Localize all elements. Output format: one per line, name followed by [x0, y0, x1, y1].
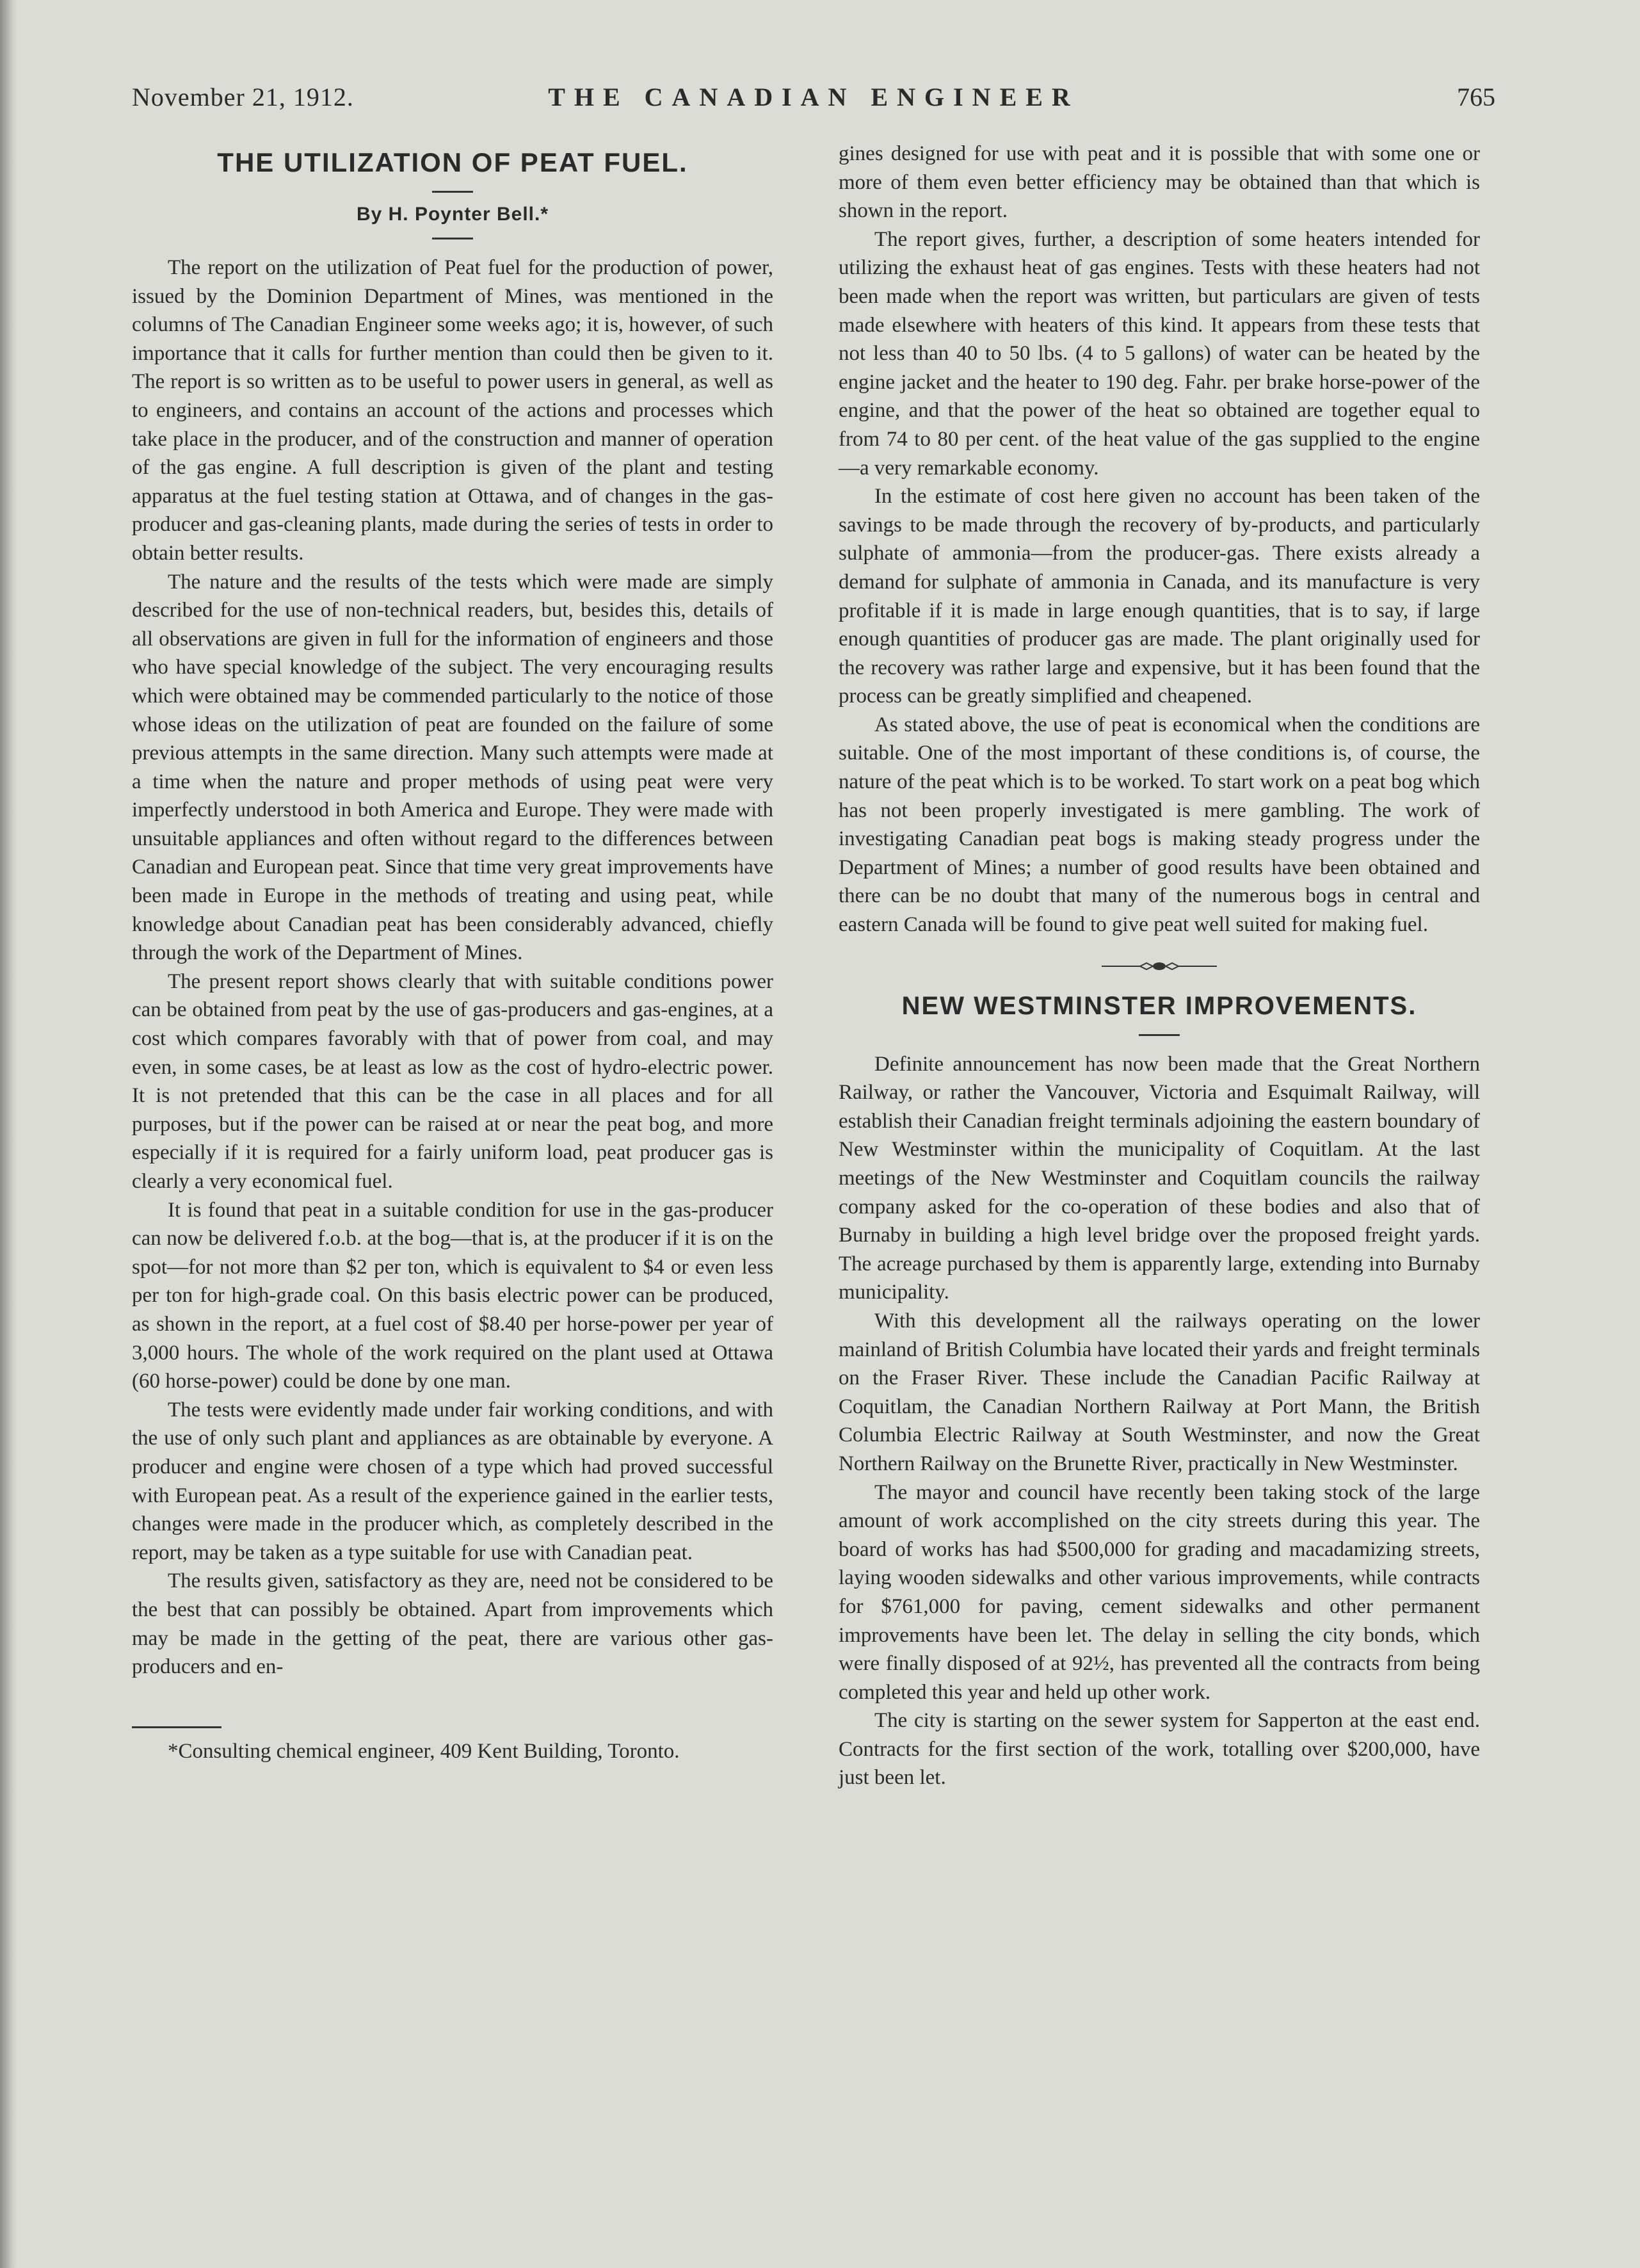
paragraph: Definite announcement has now been made that the Great Northern Railway, or rather the Vancouver, Victoria and Esquimalt Railway, will establish their Canadian freight terminals adjoining the eastern boundary of New Westminster within the municipality of Coquitlam. At the last meetings of the New Westminster and Coquitlam councils the railway company asked for the co-operation of these bodies and also that of Burnaby in building a high level bridge over the proposed freight yards. The acreage purchased by them is apparently large, extending into Burnaby municipality.	[839, 1052, 1480, 1304]
paragraph: In the estimate of cost here given no account has been taken of the savings to be made through the recovery of by-products, and particularly sulphate of ammonia—from the producer-gas. There exists already a demand for sulphate of ammonia in Canada, and its manufacture is very profitable if it is made in large enough quantities, that is to say, if large enough quantities of producer gas are made. The plant originally used for the recovery was rather large and expensive, but it has been found that the process can be greatly simplified and cheapened.	[839, 485, 1480, 708]
paragraph: As stated above, the use of peat is economical when the conditions are suitable. One of the most important of these conditions is, of course, the nature of the peat which is to be worked. To start work on a peat bog which has not been properly investigated is mere gambling. The work of investigating Canadian peat bogs is making steady progress under the Department of Mines; a number of good results have been obtained and there can be no doubt that many of the numerous bogs in central and eastern Canada will be found to give peat well suited for making fuel.	[839, 713, 1480, 937]
paragraph-continued: gines designed for use with peat and it is possible that with some one or more of them even better efficiency may be obtained than that which is shown in the report.	[839, 142, 1480, 223]
issue-date: November 21, 1912.	[132, 83, 354, 111]
title-rule	[432, 191, 473, 193]
page-number: 765	[1457, 83, 1495, 111]
paragraph: With this development all the railways operating on the lower mainland of British Columbia have located their yards and freight terminals on the Fraser River. These include the Canadian Pacific Railway at Coquitlam, the Canadian Northern Railway at Port Mann, the British Columbia Electric Railway at South Westminster, and now the Great Northern Railway on the Brunette River, practically in New Westminster.	[839, 1309, 1480, 1475]
paragraph: The report on the utilization of Peat fuel for the production of power, issued by the Dominion Department of Mines, was mentioned in the columns of The Canadian Engineer some weeks ago; it is, however, of such importance that it calls for further mention than could then be given to it. The report is so written as to be useful to power users in general, as well as to engineers, and contains an account of the actions and processes which take place in the producer, and of the construction and manner of operation of the gas engine. A full description is given of the plant and testing apparatus at the fuel testing station at Ottawa, and of changes in the gas-producer and gas-cleaning plants, made during the series of tests in order to obtain better results.	[132, 256, 773, 565]
page-binding-edge	[0, 0, 17, 2268]
article-title-peat-fuel: THE UTILIZATION OF PEAT FUEL.	[217, 147, 688, 177]
footnote: *Consulting chemical engineer, 409 Kent Building, Toronto.	[168, 1739, 680, 1763]
paragraph: The report gives, further, a description of some heaters intended for utilizing the exhaust heat of gas engines. Tests with these heaters had not been made when the report was written, but particulars are given of tests made elsewhere with heaters of this kind. It appears from these tests that not less than 40 to 50 lbs. (4 to 5 gallons) of water can be heated by the engine jacket and the heater to 190 deg. Fahr. per brake horse-power of the engine, and that the power of the heat so obtained are together equal to from 74 to 80 per cent. of the heat value of the gas supplied to the engine —a very remarkable economy.	[839, 227, 1480, 480]
article-title-new-westminster: NEW WESTMINSTER IMPROVEMENTS.	[901, 991, 1417, 1020]
article-byline: By H. Poynter Bell.*	[356, 204, 549, 225]
left-column	[132, 140, 773, 1765]
paragraph: The mayor and council have recently been taking stock of the large amount of work accomplished on the city streets during this year. The board of works has had $500,000 for grading and macadamizing streets, laying wooden sidewalks and other various improvements, while contracts for $761,000 for paving, cement sidewalks and other permanent improvements have been let. The delay in selling the city bonds, which were finally disposed of at 92½, has prevented all the contracts from being completed this year and held up other work.	[839, 1480, 1480, 1704]
paragraph: The nature and the results of the tests which were made are simply described for the use of non-technical readers, but, besides this, details of all observations are given in full for the information of engineers and those who have special knowledge of the subject. The very encouraging results which were obtained may be commended particularly to the notice of those whose ideas on the utilization of peat are founded on the failure of some previous attempts in the same direction. Many such attempts were made at a time when the nature and proper methods of using peat were very imperfectly understood in both America and Europe. They were made with unsuitable appliances and often without regard to the differences between Canadian and European peat. Since that time very great improvements have been made in Europe in the methods of treating and using peat, while knowledge about Canadian peat has been considerably advanced, chiefly through the work of the Department of Mines.	[132, 570, 773, 965]
paragraph: It is found that peat in a suitable condition for use in the gas-producer can now be delivered f.o.b. at the bog—that is, at the producer if it is on the spot—for not more than $2 per ton, which is equivalent to $4 or even less per ton for high-grade coal. On this basis electric power can be produced, as shown in the report, at a fuel cost of $8.40 per horse-power per year of 3,000 hours. The whole of the work required on the plant used at Ottawa (60 horse-power) could be done by one man.	[132, 1198, 773, 1393]
paragraph: The present report shows clearly that with suitable conditions power can be obtained from peat by the use of gas-producers and gas-engines, at a cost which compares favorably with that of power from coal, and may even, in some cases, be at least as low as the cost of hydro-electric power. It is not pretended that this can be the case in all places and for all purposes, but if the power can be raised at or near the peat bog, and more especially if it is required for a fairly uniform load, peat producer gas is clearly a very economical fuel.	[132, 969, 773, 1193]
section-divider-ornament	[839, 959, 1480, 978]
masthead: THE CANADIAN ENGINEER	[548, 83, 1079, 111]
paragraph: The city is starting on the sewer system for Sapperton at the east end. Contracts for the first section of the work, totalling over $200,000, have just been let.	[839, 1709, 1480, 1790]
ornament-icon	[1102, 959, 1217, 974]
page-header	[132, 82, 1495, 120]
paragraph: The results given, satisfactory as they are, need not be considered to be the best that can possibly be obtained. Apart from improvements which may be made in the getting of the peat, there are various other gas-producers and en-	[132, 1569, 773, 1679]
right-column	[839, 140, 1480, 1792]
footnote-rule	[132, 1726, 221, 1728]
paragraph: The tests were evidently made under fair working conditions, and with the use of only such plant and appliances as are obtainable by everyone. A producer and engine were chosen of a type which had proved successful with European peat. As a result of the experience gained in the earlier tests, changes were made in the producer which, as completely described in the report, may be taken as a type suitable for use with Canadian peat.	[132, 1398, 773, 1564]
